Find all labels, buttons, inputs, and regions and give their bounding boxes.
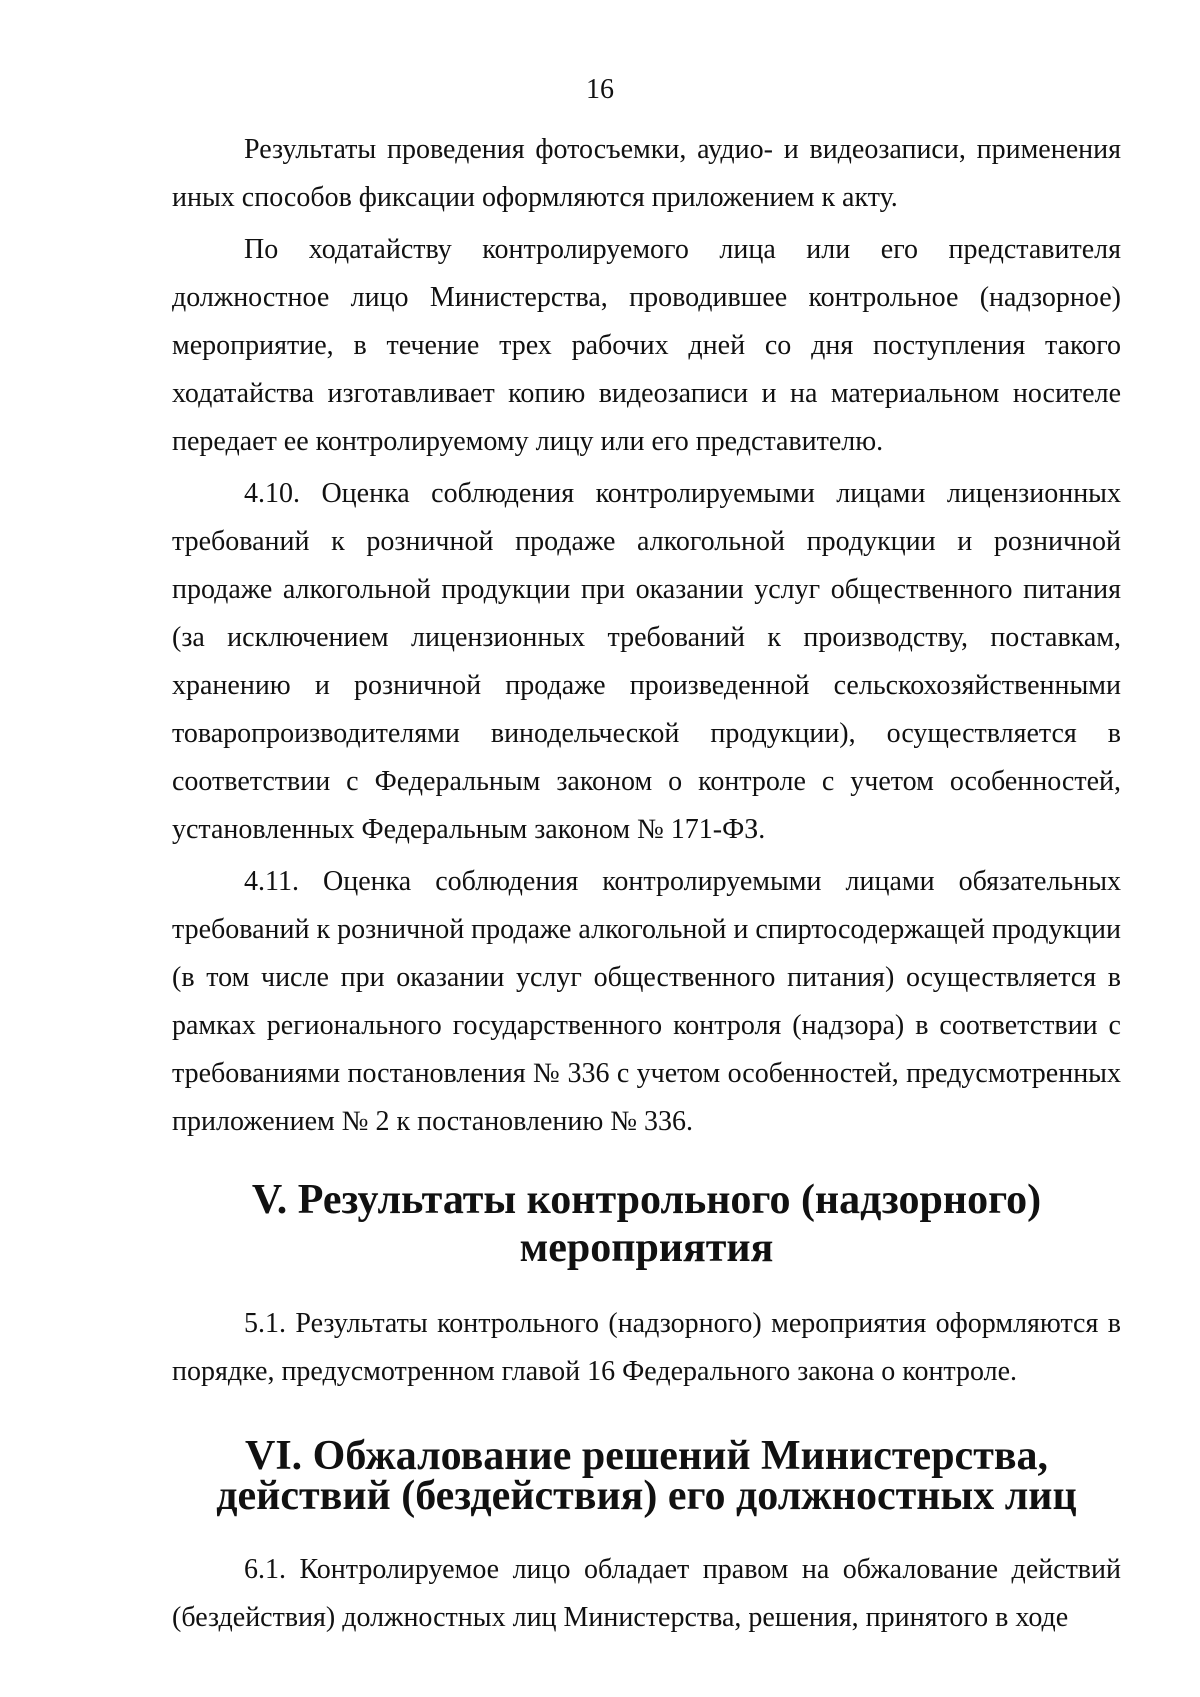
paragraph-4-11: 4.11. Оценка соблюдения контролируемыми лицами обязательных требований к розничной продаже алкогольной и спиртосодержащей продукции (в том числе при оказании услуг общественного питания) осуществляется в рамках регионального государственного контроля (надзора) в соответствии с требованиями постановления № 336 с учетом особенностей, предусмотренных приложением № 2 к постановлению № 336. <box>172 866 1121 1137</box>
document-body <box>172 126 1121 1642</box>
section-vi-heading-line-2: действий (бездействия) его должностных лиц <box>216 1473 1077 1519</box>
section-vi-heading <box>172 1433 1121 1519</box>
paragraph-6-1: 6.1. Контролируемое лицо обладает правом на обжалование действий (бездействия) должностных лиц Министерства, решения, принятого в ходе <box>172 1554 1121 1633</box>
page-number: 16 <box>586 74 614 105</box>
paragraph-recording-results: Результаты проведения фотосъемки, аудио- и видеозаписи, применения иных способов фиксации оформляются приложением к акту. <box>172 134 1121 213</box>
section-vi-heading-line-1: VI. Обжалование решений Министерства, <box>244 1433 1049 1479</box>
section-v-heading: V. Результаты контрольного (надзорного) мероприятия <box>251 1177 1042 1271</box>
paragraph-5-1: 5.1. Результаты контрольного (надзорного) мероприятия оформляются в порядке, предусмотренном главой 16 Федерального закона о контроле. <box>172 1308 1121 1387</box>
paragraph-video-copy: По ходатайству контролируемого лица или его представителя должностное лицо Министерства, проводившее контрольное (надзорное) мероприятие, в течение трех рабочих дней со дня поступления такого ходатайства изготавливает копию видеозаписи и на материальном носителе передает ее контролируемому лицу или его представителю. <box>172 234 1121 457</box>
paragraph-4-10: 4.10. Оценка соблюдения контролируемыми лицами лицензионных требований к розничной продаже алкогольной продукции и розничной продаже алкогольной продукции при оказании услуг общественного питания (за исключением лицензионных требований к производству, поставкам, хранению и розничной продаже произведенной сельскохозяйственными товаропроизводителями винодельческой продукции), осуществляется в соответствии с Федеральным законом о контроле с учетом особенностей, установленных Федеральным законом № 171-ФЗ. <box>172 478 1121 845</box>
